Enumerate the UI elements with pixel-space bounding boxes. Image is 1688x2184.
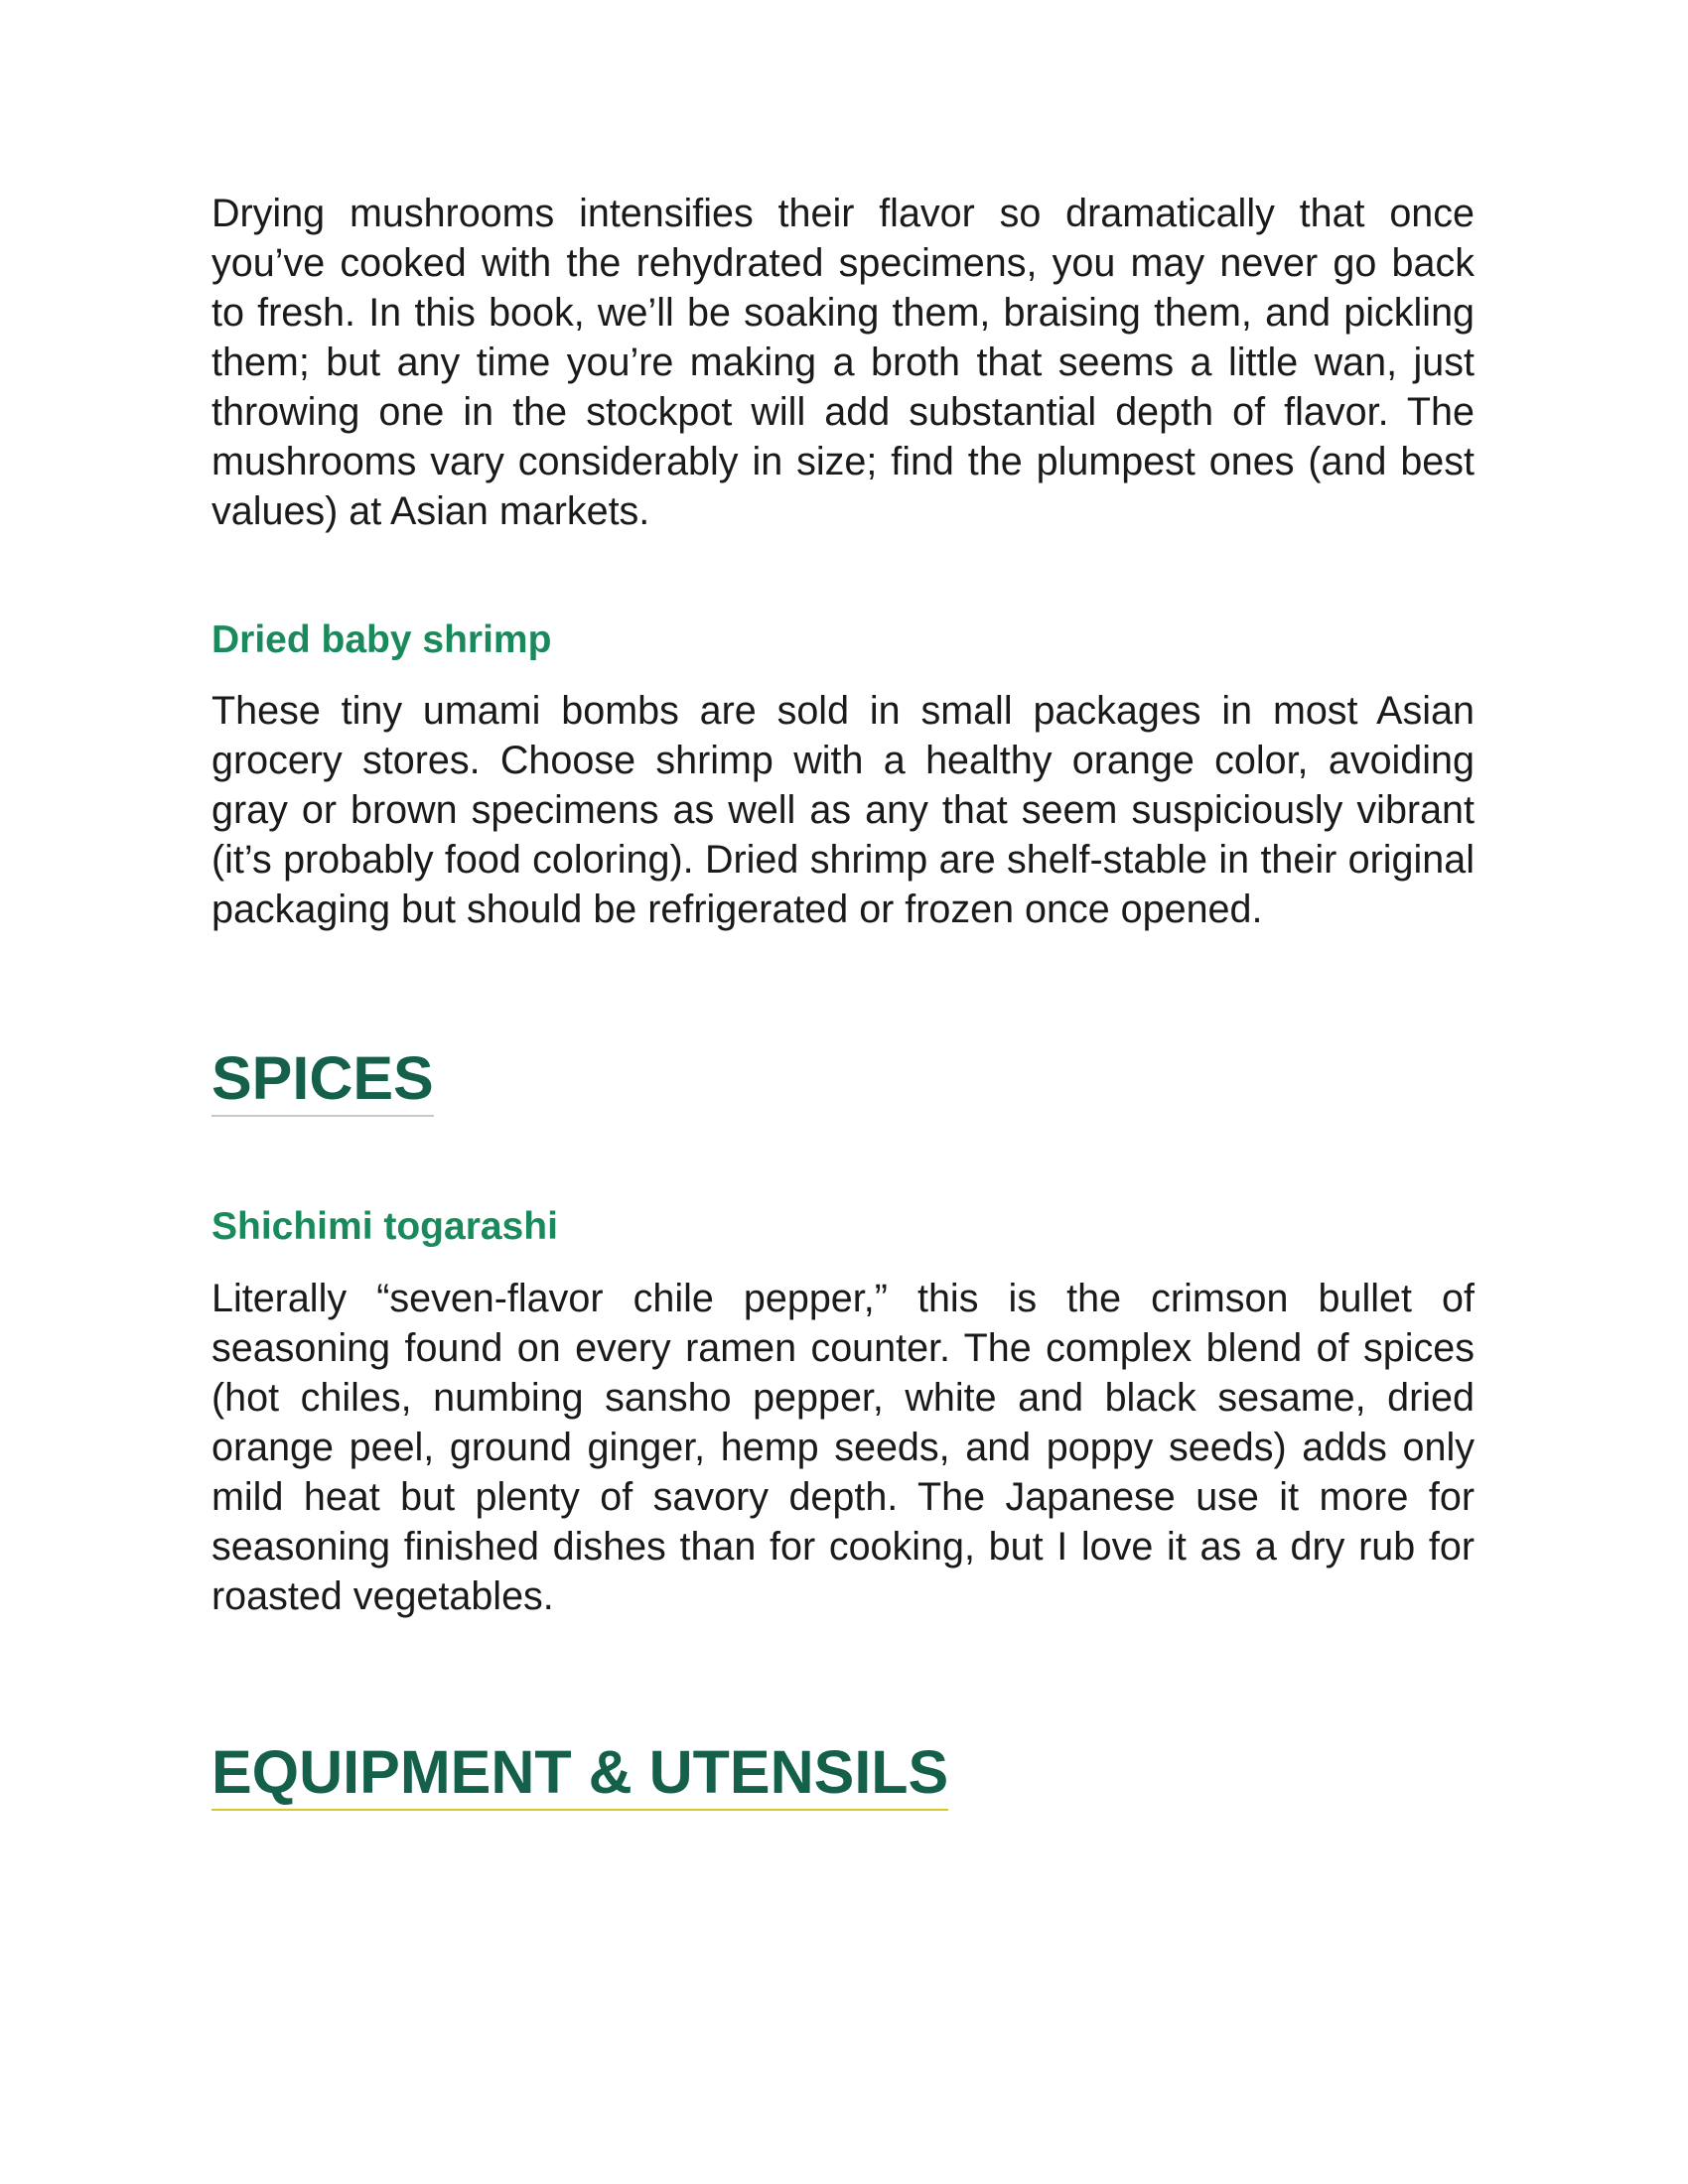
spices-section-title: SPICES — [211, 1043, 434, 1117]
mushrooms-paragraph: Drying mushrooms intensifies their flavor so dramatically that once you’ve cooked with the rehydrated specimens, you may never go back to fresh. In this book, we’ll be soaking them, braising them, and pickling them; but any time you’re making a broth that seems a little wan, just throwing one in the stockpot will add substantial depth of flavor. The mushrooms vary considerably in size; find the plumpest ones (and best values) at Asian markets. — [211, 192, 1475, 533]
dried-baby-shrimp-paragraph: These tiny umami bombs are sold in small packages in most Asian grocery stores. Choose shrimp with a healthy orange color, avoiding gray or brown specimens as well as any that seem suspiciously vibrant (it’s probably food coloring). Dried shrimp are shelf-stable in their original packaging but should be refrigerated or frozen once opened. — [211, 689, 1475, 931]
equipment-section-title: EQUIPMENT & UTENSILS — [211, 1737, 948, 1811]
spices-section-header — [211, 1043, 1475, 1117]
shichimi-togarashi-heading: Shichimi togarashi — [211, 1205, 558, 1248]
page-content — [211, 189, 1475, 1811]
shichimi-togarashi-paragraph: Literally “seven-flavor chile pepper,” this is the crimson bullet of seasoning found on every ramen counter. The complex blend of spices (hot chiles, numbing sansho pepper, white and black sesame, dried orange peel, ground ginger, hemp seeds, and poppy seeds) adds only mild heat but plenty of savory depth. The Japanese use it more for seasoning finished dishes than for cooking, but I love it as a dry rub for roasted vegetables. — [211, 1277, 1475, 1618]
equipment-section-header — [211, 1737, 1475, 1811]
dried-baby-shrimp-heading: Dried baby shrimp — [211, 618, 552, 661]
